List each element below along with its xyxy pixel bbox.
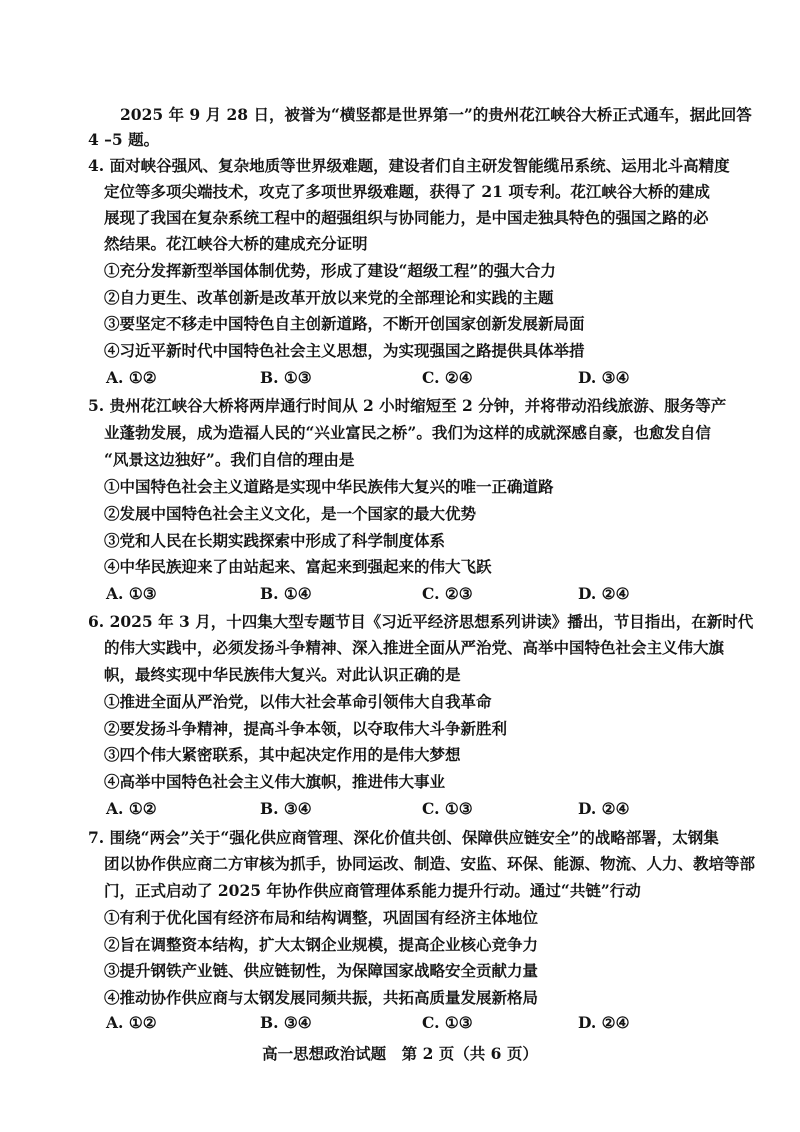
statement-item: ①推进全面从严治党，以伟大社会革命引领伟大自我革命 [104,692,492,711]
intro-line: 4 –5 题。 [88,130,160,149]
answer-option-a[interactable]: A. ①② [106,1013,157,1032]
answer-option-a[interactable]: A. ①② [106,368,157,387]
statement-item: ②自力更生、改革创新是改革开放以来党的全部理论和实践的主题 [104,288,554,307]
question-stem-line: 业蓬勃发展，成为造福人民的“兴业富民之桥”。我们为这样的成就深感自豪，也愈发自信 [104,423,711,442]
answer-option-d[interactable]: D. ②④ [578,584,630,603]
answer-option-b[interactable]: B. ①④ [260,584,312,603]
question-stem-line: 7. 围绕“两会”关于“强化供应商管理、深化价值共创、保障供应链安全”的战略部署，太钢集 [88,828,719,847]
answer-option-d[interactable]: D. ②④ [578,1013,630,1032]
answer-option-c[interactable]: C. ②③ [422,584,473,603]
question-stem-line: 帜，最终实现中华民族伟大复兴。对此认识正确的是 [104,665,461,684]
page-footer: 高一思想政治试题 第 2 页（共 6 页） [262,1044,538,1063]
statement-item: ②发展中国特色社会主义文化，是一个国家的最大优势 [104,504,477,523]
statement-item: ③党和人民在长期实践探索中形成了科学制度体系 [104,531,446,550]
question-stem-line: 定位等多项尖端技术，攻克了多项世界级难题，获得了 21 项专利。花江峡谷大桥的建成 [104,182,710,201]
question-stem-line: 4. 面对峡谷强风、复杂地质等世界级难题，建设者们自主研发智能缆吊系统、运用北斗高精度 [88,156,730,175]
question-stem-line: 展现了我国在复杂系统工程中的超强组织与协同能力，是中国走独具特色的强国之路的必 [104,208,709,227]
answer-option-c[interactable]: C. ①③ [422,1013,473,1032]
answer-option-d[interactable]: D. ③④ [578,368,630,387]
question-stem-line: 门，正式启动了 2025 年协作供应商管理体系能力提升行动。通过“共链”行动 [104,881,641,900]
statement-item: ④中华民族迎来了由站起来、富起来到强起来的伟大飞跃 [104,557,492,576]
statement-item: ①有利于优化国有经济布局和结构调整，巩固国有经济主体地位 [104,908,539,927]
question-stem-line: 的伟大实践中，必须发扬斗争精神、深入推进全面从严治党、高举中国特色社会主义伟大旗 [104,638,725,657]
intro-line: 2025 年 9 月 28 日，被誉为“横竖都是世界第一”的贵州花江峡谷大桥正式通车，据此回答 [120,105,752,124]
question-stem-line: 然结果。花江峡谷大桥的建成充分证明 [104,234,368,253]
statement-item: ②旨在调整资本结构，扩大太钢企业规模，提高企业核心竞争力 [104,935,539,954]
answer-option-c[interactable]: C. ①③ [422,799,473,818]
answer-option-d[interactable]: D. ②④ [578,799,630,818]
statement-item: ①充分发挥新型举国体制优势，形成了建设“超级工程”的强大合力 [104,261,556,280]
answer-option-a[interactable]: A. ①② [106,799,157,818]
statement-item: ③四个伟大紧密联系，其中起决定作用的是伟大梦想 [104,745,461,764]
statement-item: ④推动协作供应商与太钢发展同频共振，共拓高质量发展新格局 [104,988,539,1007]
statement-item: ③要坚定不移走中国特色自主创新道路，不断开创国家创新发展新局面 [104,314,585,333]
statement-item: ①中国特色社会主义道路是实现中华民族伟大复兴的唯一正确道路 [104,477,554,496]
question-stem-line: 团以协作供应商二方审核为抓手，协同运改、制造、安监、环保、能源、物流、人力、教培等部 [104,854,756,873]
statement-item: ④习近平新时代中国特色社会主义思想，为实现强国之路提供具体举措 [104,341,585,360]
answer-option-b[interactable]: B. ③④ [260,799,312,818]
statement-item: ③提升钢铁产业链、供应链韧性，为保障国家战略安全贡献力量 [104,961,539,980]
question-stem-line: 5. 贵州花江峡谷大桥将两岸通行时间从 2 小时缩短至 2 分钟，并将带动沿线旅游、服务等产 [88,396,727,415]
answer-option-a[interactable]: A. ①③ [106,584,157,603]
answer-option-b[interactable]: B. ③④ [260,1013,312,1032]
answer-option-b[interactable]: B. ①③ [260,368,312,387]
statement-item: ④高举中国特色社会主义伟大旗帜，推进伟大事业 [104,772,446,791]
question-stem-line: “风景这边独好”。我们自信的理由是 [104,450,355,469]
question-stem-line: 6. 2025 年 3 月，十四集大型专题节目《习近平经济思想系列讲读》播出，节目指出，在新时代 [88,612,754,631]
answer-option-c[interactable]: C. ②④ [422,368,473,387]
statement-item: ②要发扬斗争精神，提高斗争本领，以夺取伟大斗争新胜利 [104,719,508,738]
